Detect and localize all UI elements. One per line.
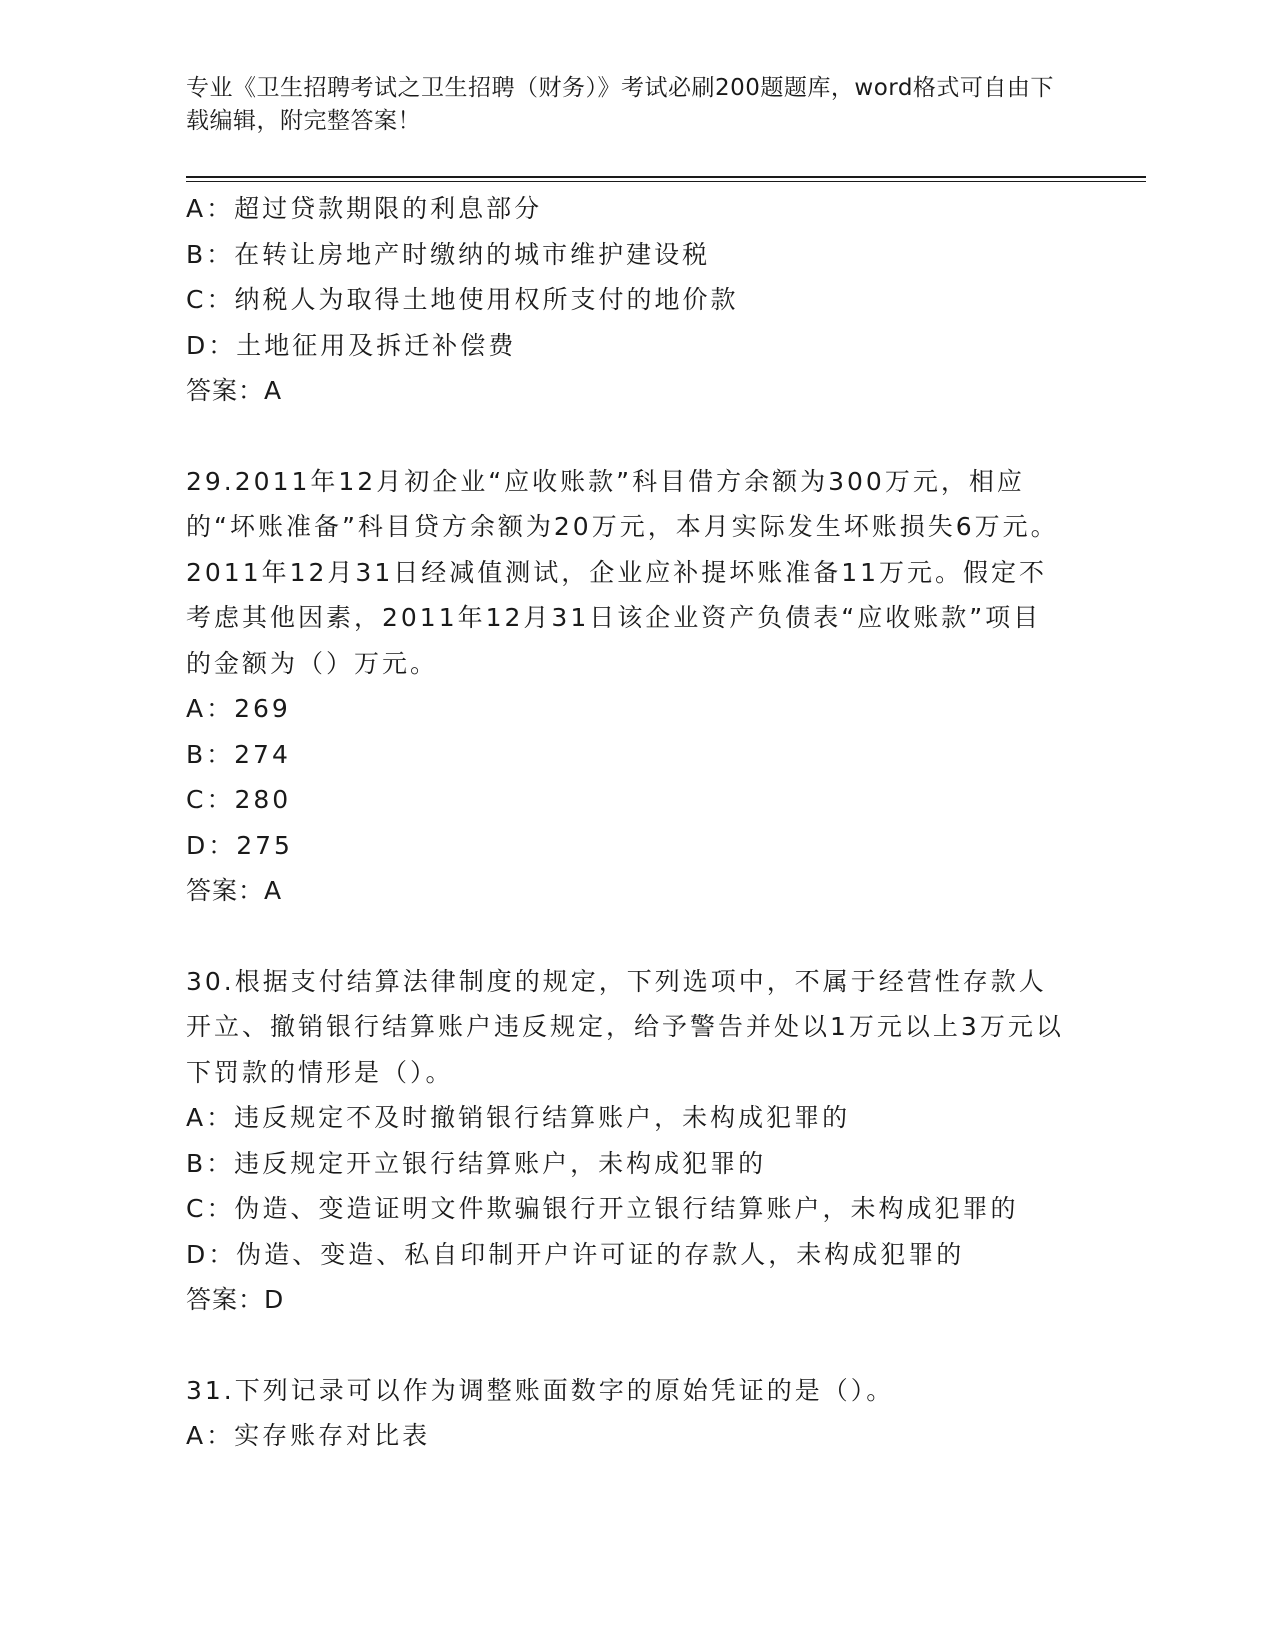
question-stem: 29.2011年12月初企业“应收账款”科目借方余额为300万元，相应的“坏账准备”科目贷方余额为20万元，本月实际发生坏账损失6万元。2011年12月31日经减值测试，企业应补提坏账准备11万元。假定不考虑其他因素，2011年12月31日该企业资产负债表“应收账款”项目的金额为（）万元。: [186, 466, 1059, 678]
option-b: B：在转让房地产时缴纳的城市维护建设税: [186, 239, 711, 269]
option-c: C：280: [186, 785, 292, 814]
spacer: [186, 1323, 1086, 1368]
question-31: [186, 1368, 1086, 1459]
option-d: D：伪造、变造、私自印制开户许可证的存款人，未构成犯罪的: [186, 1239, 965, 1269]
option-c: C：伪造、变造证明文件欺骗银行开立银行结算账户，未构成犯罪的: [186, 1194, 1019, 1223]
option-b: B：违反规定开立银行结算账户，未构成犯罪的: [186, 1148, 767, 1178]
option-a: A：违反规定不及时撤销银行结算账户，未构成犯罪的: [186, 1103, 851, 1132]
option-d: D：275: [186, 830, 293, 860]
question-30: [186, 959, 1086, 1323]
header-text: 专业《卫生招聘考试之卫生招聘（财务）》考试必刷200题题库，word格式可自由下载编辑，附完整答案！: [186, 75, 1054, 134]
spacer: [186, 414, 1086, 459]
option-b: B：274: [186, 739, 291, 769]
option-c: C：纳税人为取得土地使用权所支付的地价款: [186, 285, 739, 314]
option-a: A：超过贷款期限的利息部分: [186, 194, 543, 223]
question-list: [186, 186, 1086, 1459]
answer: 答案：A: [186, 876, 283, 905]
header-rule-thick: [186, 176, 1146, 178]
question-stem: 31.下列记录可以作为调整账面数字的原始凭证的是（）。: [186, 1375, 895, 1405]
option-a: A：实存账存对比表: [186, 1421, 431, 1450]
spacer: [186, 914, 1086, 959]
header-rule-thin: [186, 181, 1146, 182]
question-28: [186, 186, 1086, 414]
option-a: A：269: [186, 694, 291, 723]
answer: 答案：D: [186, 1285, 285, 1314]
answer: 答案：A: [186, 376, 283, 405]
option-d: D：土地征用及拆迁补偿费: [186, 330, 517, 360]
document-header: [186, 72, 1066, 138]
question-29: [186, 459, 1086, 914]
question-stem: 30.根据支付结算法律制度的规定，下列选项中，不属于经营性存款人开立、撤销银行结算账户违反规定，给予警告并处以1万元以上3万元以下罚款的情形是（）。: [186, 966, 1064, 1087]
